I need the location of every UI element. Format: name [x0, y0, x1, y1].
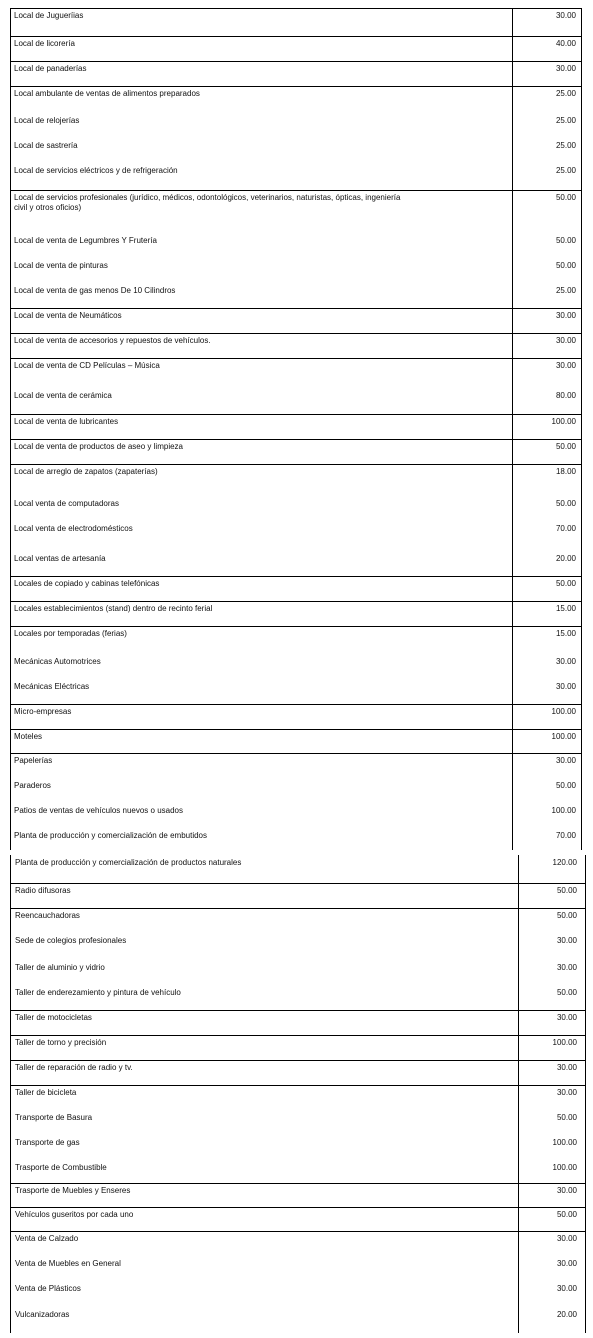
- table-row: [10, 729, 582, 753]
- row-description: Micro-empresas: [14, 707, 72, 716]
- row-amount: 25.00: [555, 116, 576, 125]
- table-row: [10, 551, 582, 576]
- row-description: Mecánicas Eléctricas: [14, 682, 90, 691]
- row-description: Taller de reparación de radio y tv.: [15, 1063, 133, 1072]
- row-amount: 50.00: [555, 499, 576, 508]
- row-description: Local de venta de Neumáticos: [14, 311, 122, 320]
- row-description: Papelerías: [14, 756, 53, 765]
- row-description: Transporte de Basura: [15, 1113, 93, 1122]
- row-amount: 30.00: [556, 1259, 577, 1268]
- row-description: Local venta de computadoras: [14, 499, 119, 508]
- row-description: Local ventas de artesanía: [14, 554, 106, 563]
- row-description: Local de venta de lubricantes: [14, 417, 119, 426]
- row-description: Local de Jugueríias: [14, 11, 84, 20]
- row-description: Venta de Calzado: [15, 1234, 79, 1243]
- row-description: Reencauchadoras: [15, 911, 80, 920]
- row-amount: 100.00: [551, 806, 576, 815]
- row-amount: 30.00: [555, 11, 576, 20]
- row-description: Vehículos guseritos por cada uno: [15, 1210, 134, 1219]
- row-amount: 30.00: [556, 1088, 577, 1097]
- row-description: Local de panaderías: [14, 64, 87, 73]
- table-row: [10, 778, 582, 803]
- table-row: [10, 358, 582, 388]
- row-description: Local de sastrería: [14, 141, 78, 150]
- table-row: [10, 333, 582, 358]
- table-row: [10, 521, 582, 551]
- table-row: [10, 1060, 586, 1085]
- row-amount: 50.00: [556, 911, 577, 920]
- table-row: [10, 1035, 586, 1060]
- row-amount: 30.00: [556, 1284, 577, 1293]
- table-row: [10, 233, 582, 258]
- row-amount: 30.00: [555, 311, 576, 320]
- row-description: Venta de Muebles en General: [15, 1259, 121, 1268]
- row-description: Locales por temporadas (ferias): [14, 629, 127, 638]
- row-description: Local de servicios profesionales (jurídico, médicos, odontológicos, veterinarios, naturistas, ópticas, ingeniería civil y otros oficios): [14, 193, 401, 212]
- table-row: [10, 601, 582, 626]
- table-row: [10, 753, 582, 778]
- table-row: [10, 803, 582, 828]
- table-row: [10, 439, 582, 464]
- row-amount: 100.00: [551, 417, 576, 426]
- row-amount: 25.00: [555, 286, 576, 295]
- row-description: Transporte de gas: [15, 1138, 80, 1147]
- row-description: Radio difusoras: [15, 886, 71, 895]
- row-amount: 20.00: [556, 1310, 577, 1319]
- row-amount: 50.00: [555, 781, 576, 790]
- row-description: Local ambulante de ventas de alimentos preparados: [14, 89, 200, 98]
- table-row: [10, 496, 582, 521]
- table-row: [10, 258, 582, 283]
- table-row: [10, 1256, 586, 1281]
- row-amount: 30.00: [555, 756, 576, 765]
- table-row: [10, 8, 582, 36]
- row-description: Local de venta de productos de aseo y limpieza: [14, 442, 183, 451]
- row-description: Taller de torno y precisión: [15, 1038, 107, 1047]
- row-amount: 30.00: [556, 936, 577, 945]
- table-row: [10, 654, 582, 679]
- table-row: [10, 190, 582, 233]
- row-amount: 70.00: [555, 524, 576, 533]
- row-amount: 120.00: [552, 858, 577, 867]
- row-description: Local de venta de pinturas: [14, 261, 108, 270]
- row-amount: 50.00: [555, 579, 576, 588]
- row-description: Paraderos: [14, 781, 51, 790]
- table-row: [10, 985, 586, 1010]
- row-amount: 50.00: [555, 193, 576, 202]
- row-description: Local venta de electrodomésticos: [14, 524, 133, 533]
- row-amount: 30.00: [555, 64, 576, 73]
- row-description: Local de licorería: [14, 39, 75, 48]
- row-description: Sede de colegios profesionales: [15, 936, 127, 945]
- table-row: [10, 1085, 586, 1110]
- row-amount: 30.00: [555, 336, 576, 345]
- table-row: [10, 679, 582, 704]
- row-description: Local de venta de cerámica: [14, 391, 112, 400]
- row-amount: 18.00: [555, 467, 576, 476]
- table-row: [10, 61, 582, 86]
- table-row: [10, 1110, 586, 1135]
- row-description: Taller de aluminio y vidrio: [15, 963, 105, 972]
- table-row: [10, 388, 582, 414]
- table-row: [10, 138, 582, 163]
- row-amount: 30.00: [556, 1186, 577, 1195]
- row-amount: 40.00: [555, 39, 576, 48]
- row-amount: 50.00: [555, 261, 576, 270]
- row-description: Local de relojerías: [14, 116, 80, 125]
- row-description: Trasporte de Combustible: [15, 1163, 107, 1172]
- row-description: Vulcanizadoras: [15, 1310, 70, 1319]
- table-row: [10, 86, 582, 113]
- row-description: Local de arreglo de zapatos (zapaterías): [14, 467, 158, 476]
- table-row: [10, 36, 582, 61]
- table-row: [10, 1160, 586, 1183]
- row-amount: 15.00: [555, 604, 576, 613]
- row-description: Taller de motocicletas: [15, 1013, 92, 1022]
- row-amount: 100.00: [552, 1163, 577, 1172]
- row-amount: 15.00: [555, 629, 576, 638]
- row-amount: 25.00: [555, 166, 576, 175]
- row-description: Taller de enderezamiento y pintura de vehículo: [15, 988, 181, 997]
- row-description: Local de venta de CD Películas – Música: [14, 361, 160, 370]
- row-amount: 70.00: [555, 831, 576, 840]
- row-amount: 30.00: [556, 963, 577, 972]
- table-row: [10, 883, 586, 908]
- table-row: [10, 1135, 586, 1160]
- row-amount: 100.00: [552, 1038, 577, 1047]
- row-amount: 50.00: [556, 988, 577, 997]
- row-amount: 30.00: [556, 1013, 577, 1022]
- table-row: [10, 576, 582, 601]
- row-amount: 20.00: [555, 554, 576, 563]
- row-amount: 50.00: [555, 236, 576, 245]
- row-description: Mecánicas Automotrices: [14, 657, 101, 666]
- row-amount: 50.00: [556, 1113, 577, 1122]
- row-amount: 30.00: [555, 361, 576, 370]
- row-amount: 100.00: [552, 1138, 577, 1147]
- row-amount: 100.00: [551, 707, 576, 716]
- table-row: [10, 1307, 586, 1333]
- row-description: Local de servicios eléctricos y de refrigeración: [14, 166, 178, 175]
- row-amount: 25.00: [555, 89, 576, 98]
- table-row: [10, 414, 582, 439]
- row-description: Planta de producción y comercialización de productos naturales: [15, 858, 242, 867]
- table-row: [10, 704, 582, 729]
- row-description: Patios de ventas de vehículos nuevos o usados: [14, 806, 183, 815]
- row-description: Planta de producción y comercialización de embutidos: [14, 831, 207, 840]
- row-amount: 30.00: [555, 657, 576, 666]
- fee-table-top: [10, 8, 582, 850]
- table-row: [10, 1281, 586, 1307]
- row-description: Moteles: [14, 732, 43, 741]
- table-row: [10, 1231, 586, 1256]
- row-description: Trasporte de Muebles y Enseres: [15, 1186, 131, 1195]
- row-amount: 100.00: [551, 732, 576, 741]
- table-row: [10, 1207, 586, 1231]
- table-row: [10, 464, 582, 496]
- table-row: [10, 1010, 586, 1035]
- table-row: [10, 308, 582, 333]
- row-description: Local de venta de Legumbres Y Frutería: [14, 236, 157, 245]
- table-row: [10, 1183, 586, 1207]
- row-description: Locales de copiado y cabinas telefónicas: [14, 579, 160, 588]
- row-description: Venta de Plásticos: [15, 1284, 81, 1293]
- row-amount: 30.00: [556, 1234, 577, 1243]
- row-amount: 80.00: [555, 391, 576, 400]
- table-row: [10, 163, 582, 190]
- table-row: [10, 855, 586, 883]
- table-row: [10, 283, 582, 308]
- row-description: Local de venta de gas menos De 10 Cilindros: [14, 286, 176, 295]
- row-description: Locales establecimientos (stand) dentro de recinto ferial: [14, 604, 213, 613]
- row-amount: 50.00: [556, 886, 577, 895]
- table-row: [10, 828, 582, 850]
- row-amount: 25.00: [555, 141, 576, 150]
- row-description: Local de venta de accesorios y repuestos de vehículos.: [14, 336, 211, 345]
- table-row: [10, 908, 586, 933]
- table-row: [10, 933, 586, 960]
- row-amount: 30.00: [555, 682, 576, 691]
- row-description: Taller de bicicleta: [15, 1088, 77, 1097]
- row-amount: 50.00: [556, 1210, 577, 1219]
- table-row: [10, 960, 586, 985]
- row-amount: 30.00: [556, 1063, 577, 1072]
- table-row: [10, 113, 582, 138]
- fee-table-bottom: [10, 855, 586, 1333]
- table-row: [10, 626, 582, 654]
- row-amount: 50.00: [555, 442, 576, 451]
